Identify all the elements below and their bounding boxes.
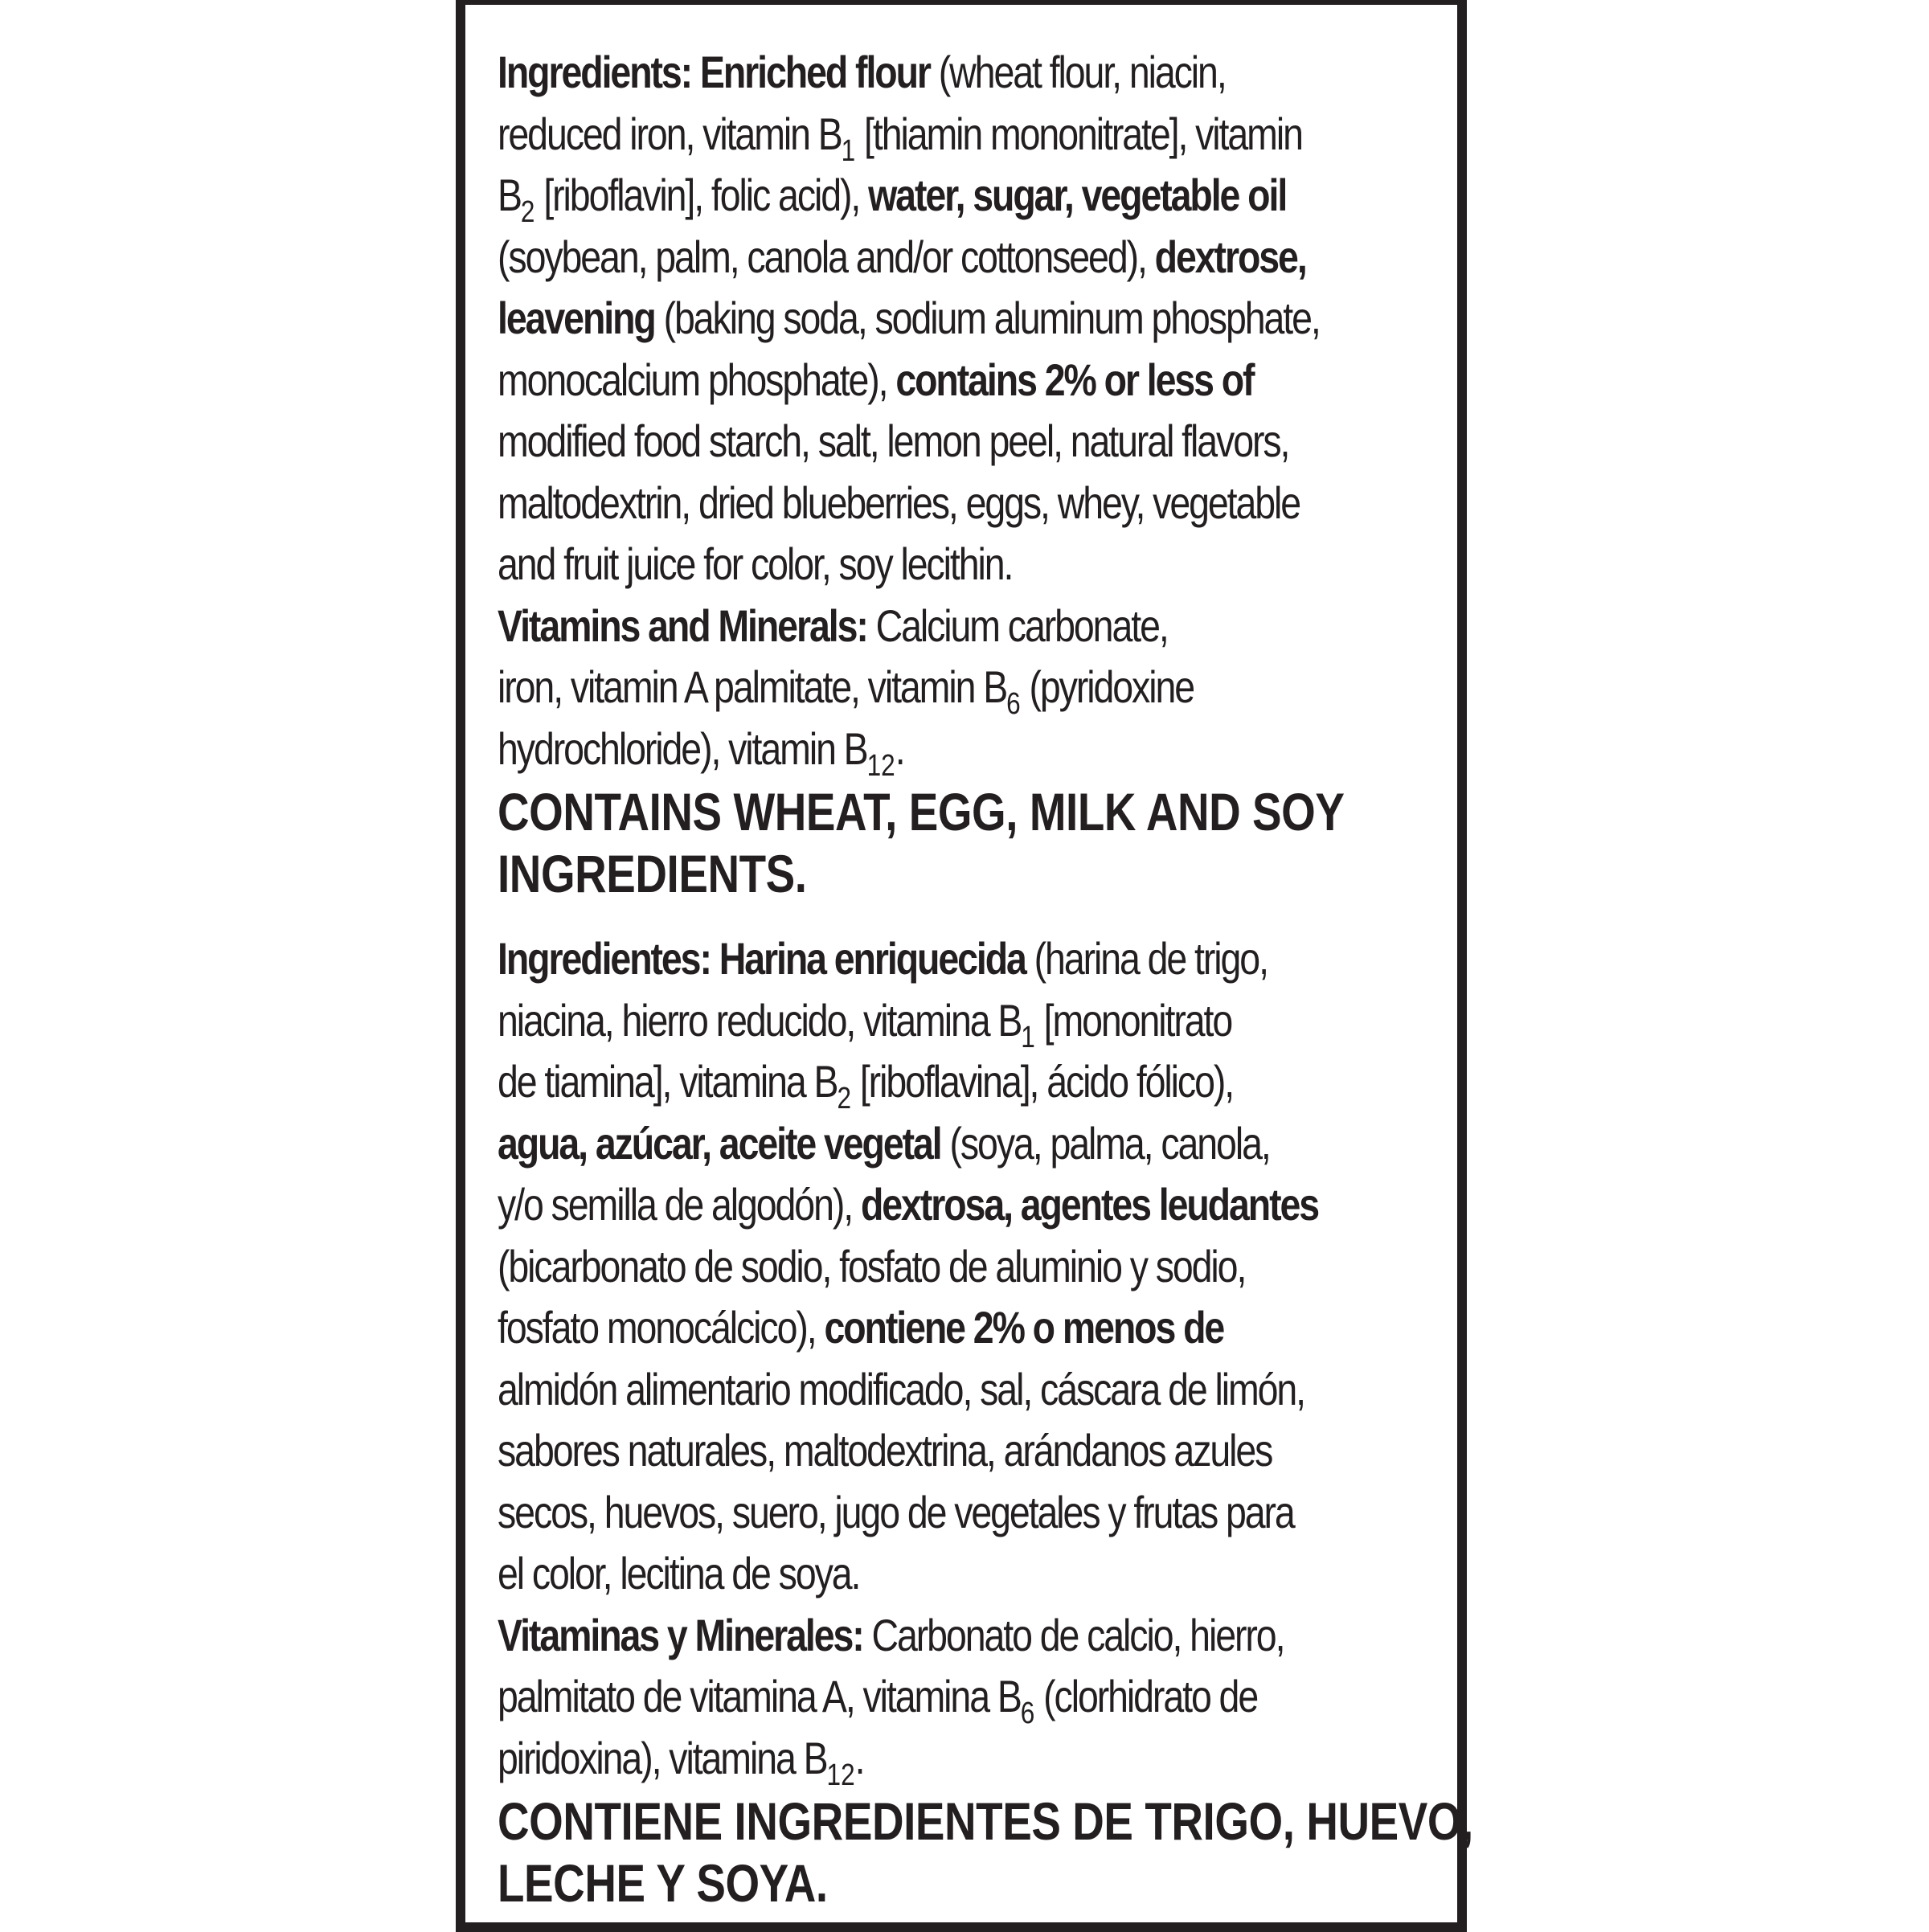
text-run: [thiamin mononitrate], vitamin [855, 108, 1302, 159]
text-line [498, 1297, 1304, 1359]
text-run: reduced iron, vitamin B [498, 108, 842, 159]
text-line [498, 227, 1304, 289]
bold-text: Ingredientes: Harina enriquecida [498, 933, 1026, 984]
text-line [498, 1728, 1304, 1790]
text-line [498, 1174, 1319, 1236]
spanish-ingredients-paragraph [498, 928, 1319, 1605]
text-run: (wheat flour, niacin, [929, 47, 1226, 97]
bold-text: contains 2% or less of [895, 354, 1254, 405]
text-line [498, 1420, 1304, 1482]
bold-text: Ingredients: Enriched flour [498, 47, 930, 97]
text-run: palmitato de vitamina A, vitamina B [498, 1671, 1021, 1721]
spanish-allergen-line: CONTIENE INGREDIENTES DE TRIGO, HUEVO, [498, 1791, 1473, 1851]
text-run: niacina, hierro reducido, vitamina B [498, 994, 1022, 1046]
spanish-allergen-statement [498, 1791, 1473, 1914]
subscript-text: 12 [826, 1758, 855, 1792]
english-vitamins-paragraph [498, 596, 1304, 783]
text-run: maltodextrin, dried blueberries, eggs, whey, vegetable [498, 477, 1300, 528]
text-line [498, 534, 1304, 596]
text-line [498, 1113, 1304, 1175]
subscript-text: 2 [837, 1082, 852, 1115]
text-run: almidón alimentario modificado, sal, cáscara de limón, [498, 1363, 1305, 1414]
bold-text: leavening [498, 293, 655, 343]
text-line [498, 657, 1304, 721]
text-line [498, 104, 1304, 166]
text-run: (clorhidrato de [1034, 1671, 1258, 1721]
text-line [498, 928, 1304, 990]
text-line [498, 990, 1304, 1052]
text-run: . [854, 1732, 864, 1783]
text-run: [riboflavin], folic acid), [534, 170, 869, 220]
english-allergen-line: INGREDIENTS. [498, 843, 807, 903]
text-run: . [895, 722, 904, 774]
text-line [498, 350, 1304, 411]
text-run: Calcium carbonate, [866, 600, 1168, 651]
english-allergen-statement [498, 781, 1345, 904]
spanish-allergen-line: LECHE Y SOYA. [498, 1852, 828, 1913]
ingredients-label-panel [456, 0, 1473, 1932]
bold-text: Vitamins and Minerals: [498, 600, 867, 651]
bold-text: dextrose, [1154, 231, 1306, 282]
text-run: (soybean, palm, canola and/or cottonseed), [498, 231, 1155, 282]
text-run: [riboflavina], ácido fólico), [851, 1056, 1234, 1107]
text-line [498, 596, 1304, 657]
text-line [498, 1051, 1304, 1113]
label-content [498, 42, 1473, 1914]
bold-text: Vitaminas y Minerales: [498, 1609, 863, 1660]
text-line [498, 411, 1304, 473]
text-line [498, 288, 1320, 350]
text-run: (harina de trigo, [1025, 933, 1268, 984]
text-run: [mononitrato [1034, 994, 1232, 1046]
text-run: el color, lecitina de soya. [498, 1548, 860, 1598]
text-line [498, 42, 1304, 104]
text-run: iron, vitamin A palmitate, vitamin B [498, 661, 1007, 712]
text-run: modified food starch, salt, lemon peel, natural flavors, [498, 415, 1289, 466]
subscript-text: 6 [1006, 687, 1021, 721]
text-run: de tiamina], vitamina B [498, 1056, 838, 1107]
text-run: y/o semilla de algodón), [498, 1179, 861, 1230]
subscript-text: 6 [1020, 1697, 1035, 1730]
text-run: piridoxina), vitamina B [498, 1732, 827, 1783]
text-run: (baking soda, sodium aluminum phosphate, [654, 293, 1320, 343]
bold-text: contiene 2% o menos de [824, 1302, 1224, 1353]
text-run: monocalcium phosphate), [498, 354, 896, 405]
text-line [498, 165, 1304, 227]
text-run: hydrochloride), vitamin B [498, 722, 867, 774]
text-line [498, 1359, 1304, 1421]
english-allergen-line: CONTAINS WHEAT, EGG, MILK AND SOY [498, 782, 1345, 841]
text-line [498, 1543, 1304, 1605]
text-run: (pyridoxine [1020, 661, 1194, 712]
text-line [498, 718, 1304, 783]
text-line [498, 1666, 1304, 1728]
text-line [498, 473, 1304, 534]
subscript-text: 1 [841, 133, 856, 168]
text-run: (soya, palma, canola, [940, 1117, 1270, 1169]
text-run: and fruit juice for color, soy lecithin. [498, 538, 1013, 589]
text-run: sabores naturales, maltodextrina, arándanos azules [498, 1425, 1272, 1476]
text-run: Carbonato de calcio, hierro, [862, 1609, 1284, 1660]
text-run: secos, huevos, suero, jugo de vegetales y frutas para [498, 1486, 1294, 1537]
text-run: fosfato monocálcico), [498, 1302, 825, 1353]
subscript-text: 1 [1021, 1020, 1035, 1054]
spanish-vitamins-paragraph [498, 1605, 1304, 1790]
subscript-text: 12 [866, 748, 895, 783]
bold-text: water, sugar, vegetable oil [868, 170, 1287, 220]
bold-text: dextrosa, agentes leudantes [860, 1179, 1319, 1230]
text-line [498, 1236, 1304, 1298]
english-ingredients-paragraph [498, 42, 1320, 596]
text-line [498, 1482, 1304, 1544]
text-run: (bicarbonato de sodio, fosfato de aluminio y sodio, [498, 1240, 1246, 1291]
text-run: B [498, 170, 521, 220]
text-line [498, 1605, 1304, 1667]
bold-text: agua, azúcar, aceite vegetal [498, 1117, 941, 1169]
subscript-text: 2 [520, 195, 535, 229]
